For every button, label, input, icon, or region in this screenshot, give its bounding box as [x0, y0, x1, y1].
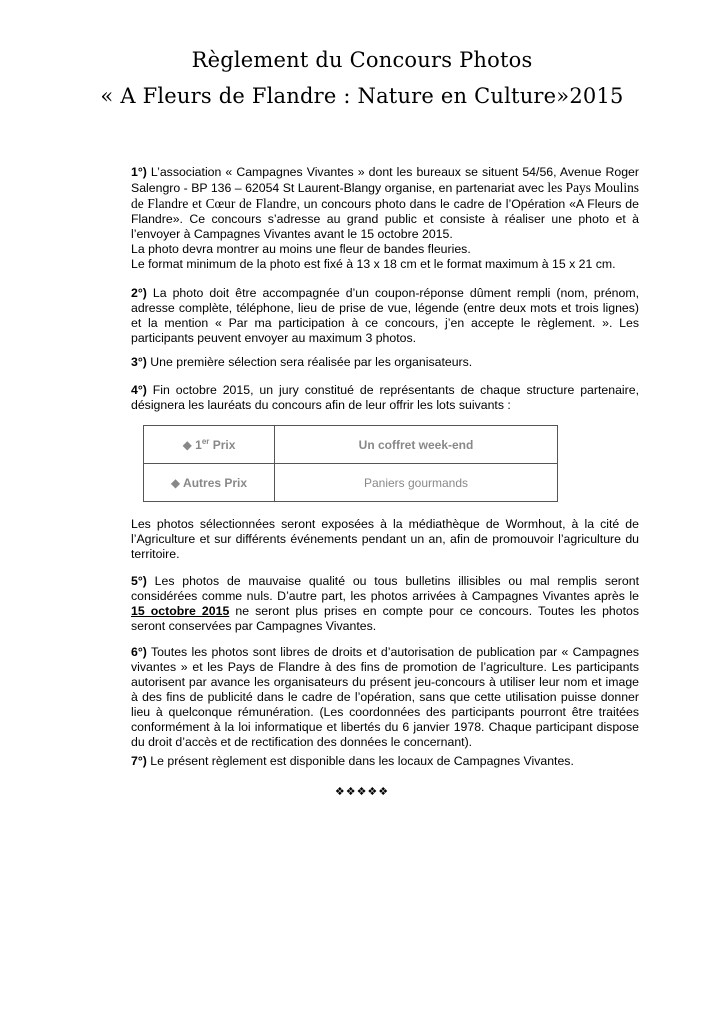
title-line-2: « A Fleurs de Flandre : Nature en Culture»2015 [100, 84, 624, 108]
article-5-text-1: Les photos de mauvaise qualité ou tous bulletins illisibles ou mal remplis seront considérées comme nuls. D’autre part, les photos arrivées à Campagnes Vivantes après le [131, 574, 639, 603]
article-7-number: 7°) [131, 754, 147, 768]
article-5 [131, 574, 639, 634]
first-prize-label-prefix: ◆ 1 [182, 438, 202, 452]
article-1-partners: les Pays Moulins de Flandre et Cœur de Flandre [131, 180, 639, 211]
article-1 [131, 165, 639, 272]
article-5-number: 5°) [131, 574, 147, 588]
title-line-1: Règlement du Concours Photos [191, 48, 533, 72]
deadline-date: 15 octobre 2015 [131, 604, 230, 618]
article-3-text: Une première sélection sera réalisée par les organisateurs. [146, 355, 473, 369]
first-prize-value: Un coffret week-end [275, 426, 558, 464]
article-7-text: Le présent règlement est disponible dans les locaux de Campagnes Vivantes. [146, 754, 574, 768]
article-7 [131, 754, 639, 769]
article-3-number: 3°) [131, 355, 147, 369]
first-prize-label-sup: er [201, 437, 210, 446]
first-prize-label-suffix: Prix [209, 438, 236, 452]
article-6 [131, 645, 639, 750]
article-1-line-3: Le format minimum de la photo est fixé à 13 x 18 cm et le format maximum à 15 x 21 cm. [131, 257, 616, 271]
article-4-number: 4°) [131, 383, 147, 397]
other-prize-value: Paniers gourmands [275, 464, 558, 502]
article-1-line-2: La photo devra montrer au moins une fleur de bandes fleuries. [131, 242, 471, 256]
article-2-text: La photo doit être accompagnée d’un coupon-réponse dûment rempli (nom, prénom, adresse complète, téléphone, lieu de prise de vue, légende (entre deux mots et trois lignes) et la mention « Par ma participation à ce concours, j’en accepte le règlement. ». Les participants peuvent envoyer au maximum 3 photos. [131, 286, 639, 345]
table-row [144, 464, 558, 502]
article-6-text: Toutes les photos sont libres de droits et d’autorisation de publication par « Campagnes vivantes » et les Pays de Flandre à des fins de promotion de l’agriculture. Les participants autorisent par avance les organisateurs du présent jeu-concours à utiliser leur nom et image à des fins de publicité dans le cadre de l’opération, sans que cette utilisation puisse donner lieu à quelconque rémunération. (Les coordonnées des participants pourront être traitées conformément à la loi informatique et libertés du 6 janvier 1978. Chaque participant dispose du droit d’accès et de rectification des données le concernant). [131, 645, 639, 749]
exposition-paragraph: Les photos sélectionnées seront exposées à la médiathèque de Wormhout, à la cité de l’Agriculture et sur différents événements pendant un an, afin de promouvoir l’agriculture du territoire. [131, 517, 639, 561]
article-6-number: 6°) [131, 645, 147, 659]
article-3 [131, 355, 639, 370]
prize-table [143, 425, 558, 502]
table-row [144, 426, 558, 464]
article-5-text-2: ne seront plus prises en compte pour ce concours. Toutes les photos seront conservées par Campagnes Vivantes. [131, 604, 639, 633]
article-1-text-1: L’association « Campagnes Vivantes » dont les bureaux se situent 54/56, Avenue Roger Salengro - BP 136 – 62054 St Laurent-Blangy organise, en partenariat avec [131, 165, 639, 195]
article-2 [131, 286, 639, 346]
first-prize-label [144, 426, 275, 464]
article-1-text-2: , un concours photo dans le cadre de l’Opération «A Fleurs de Flandre». Ce concours s’adresse au grand public et consiste à réaliser une photo et à l’envoyer à Campagnes Vivantes avant le 15 octobre 2015. [131, 197, 639, 241]
article-1-number: 1°) [131, 165, 147, 179]
article-2-number: 2°) [131, 286, 147, 300]
end-ornament: ❖❖❖❖❖ [334, 786, 390, 798]
other-prize-label: ◆ Autres Prix [144, 464, 275, 502]
article-4-text: Fin octobre 2015, un jury constitué de représentants de chaque structure partenaire, désignera les lauréats du concours afin de leur offrir les lots suivants : [131, 383, 639, 412]
article-4 [131, 383, 639, 413]
